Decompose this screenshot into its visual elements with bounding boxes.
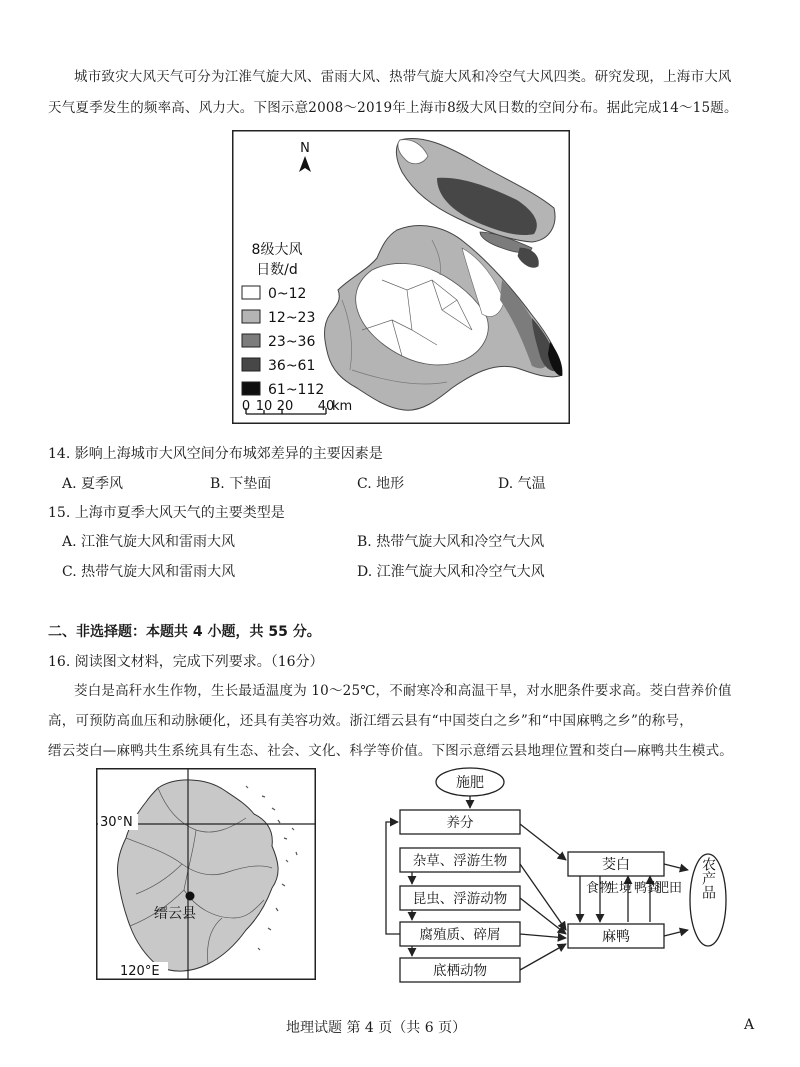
legend-swatch-0 — [242, 286, 260, 299]
scale-tick-20: 20 — [276, 399, 294, 414]
legend-label-4: 61~112 — [268, 382, 325, 398]
legend-label-2: 23~36 — [268, 334, 316, 350]
longitude-label: 120°E — [120, 964, 160, 979]
intro-line-1: 城市致灾大风天气可分为江淮气旋大风、雷雨大风、热带气旋大风和冷空气大风四类。研究发现，上海市大风 — [74, 69, 732, 85]
q16-line-1: 茭白是高秆水生作物，生长最适温度为 10～25℃，不耐寒冷和高温干旱，对水肥条件要求高。茭白营养价值 — [74, 683, 732, 699]
link-habitat — [606, 880, 632, 896]
box-duck-label: 麻鸭 — [602, 929, 630, 945]
box-insects-zooplankton-label: 昆虫、浮游动物 — [412, 891, 508, 907]
legend-swatch-1 — [242, 310, 260, 323]
q15-stem: 15. 上海市夏季大风天气的主要类型是 — [48, 505, 285, 521]
box-nutrients-label: 养分 — [446, 815, 474, 831]
scale-unit: km — [332, 399, 353, 414]
q16-line-2: 高，可预防高血压和动脉硬化，还具有美容功效。浙江缙云县有“中国茭白之乡”和“中国麻鸭之乡”的称号， — [48, 713, 693, 729]
jinyun-label: 缙云县 — [154, 906, 196, 922]
legend-title-1: 8级大风 — [251, 242, 303, 258]
page-footer: 地理试题 第 4 页（共 6 页） — [286, 1020, 467, 1036]
legend-swatch-4 — [242, 382, 260, 395]
box-benthos-label: 底栖动物 — [433, 963, 487, 979]
link-habitat-text: 生境 — [606, 881, 633, 896]
link-food-text: 食物 — [586, 881, 613, 896]
legend-label-3: 36~61 — [268, 358, 316, 374]
intro-line-2: 天气夏季发生的频率高、风力大。下图示意2008～2019年上海市8级大风日数的空间分布。据此完成14～15题。 — [48, 100, 738, 116]
q14-stem: 14. 影响上海城市大风空间分布城郊差异的主要因素是 — [48, 446, 383, 462]
q14-option-b: B. 下垫面 — [210, 476, 272, 492]
link-fertilize-field — [656, 881, 682, 896]
scale-tick-10: 10 — [255, 399, 273, 414]
q16-stem: 16. 阅读图文材料，完成下列要求。（16分） — [48, 654, 324, 670]
paper-version: A — [744, 1017, 755, 1033]
q15-option-b: B. 热带气旋大风和冷空气大风 — [357, 534, 545, 550]
q15-option-c: C. 热带气旋大风和雷雨大风 — [62, 564, 236, 580]
box-zizania-label: 茭白 — [602, 857, 630, 873]
q14-option-d: D. 气温 — [498, 476, 546, 492]
product-label: 农产品 — [700, 857, 716, 899]
legend-swatch-2 — [242, 334, 260, 347]
shanghai-wind-map — [232, 130, 570, 424]
q15-option-a: A. 江淮气旋大风和雷雨大风 — [62, 534, 236, 550]
box-weeds-plankton-label: 杂草、浮游生物 — [412, 853, 508, 869]
fertilize-label: 施肥 — [456, 775, 484, 791]
zhejiang-location-map — [96, 768, 316, 980]
legend-title-2: 日数/d — [256, 262, 298, 278]
q14-option-c: C. 地形 — [357, 476, 405, 492]
north-label: N — [300, 141, 310, 156]
q16-line-3: 缙云茭白—麻鸭共生系统具有生态、社会、文化、科学等价值。下图示意缙云县地理位置和茭白—麻鸭共生模式。 — [48, 743, 733, 759]
latitude-label: 30°N — [100, 815, 133, 830]
legend-label-0: 0~12 — [268, 286, 307, 302]
jinyun-location-dot — [186, 892, 195, 901]
link-duck-manure-text: 鸭粪 — [634, 881, 661, 896]
box-humus-detritus-label: 腐殖质、碎屑 — [419, 927, 501, 943]
q15-option-d: D. 江淮气旋大风和冷空气大风 — [357, 564, 545, 580]
legend-label-1: 12~23 — [268, 310, 316, 326]
link-fertilize-field-text: 肥田 — [656, 881, 683, 896]
scale-tick-40: 40 — [317, 399, 335, 414]
zizania-duck-diagram — [378, 766, 740, 988]
scale-tick-0: 0 — [241, 399, 251, 414]
legend-swatch-3 — [242, 358, 260, 371]
section-2-heading: 二、非选择题：本题共 4 小题，共 55 分。 — [48, 624, 321, 640]
q14-option-a: A. 夏季风 — [62, 476, 124, 492]
